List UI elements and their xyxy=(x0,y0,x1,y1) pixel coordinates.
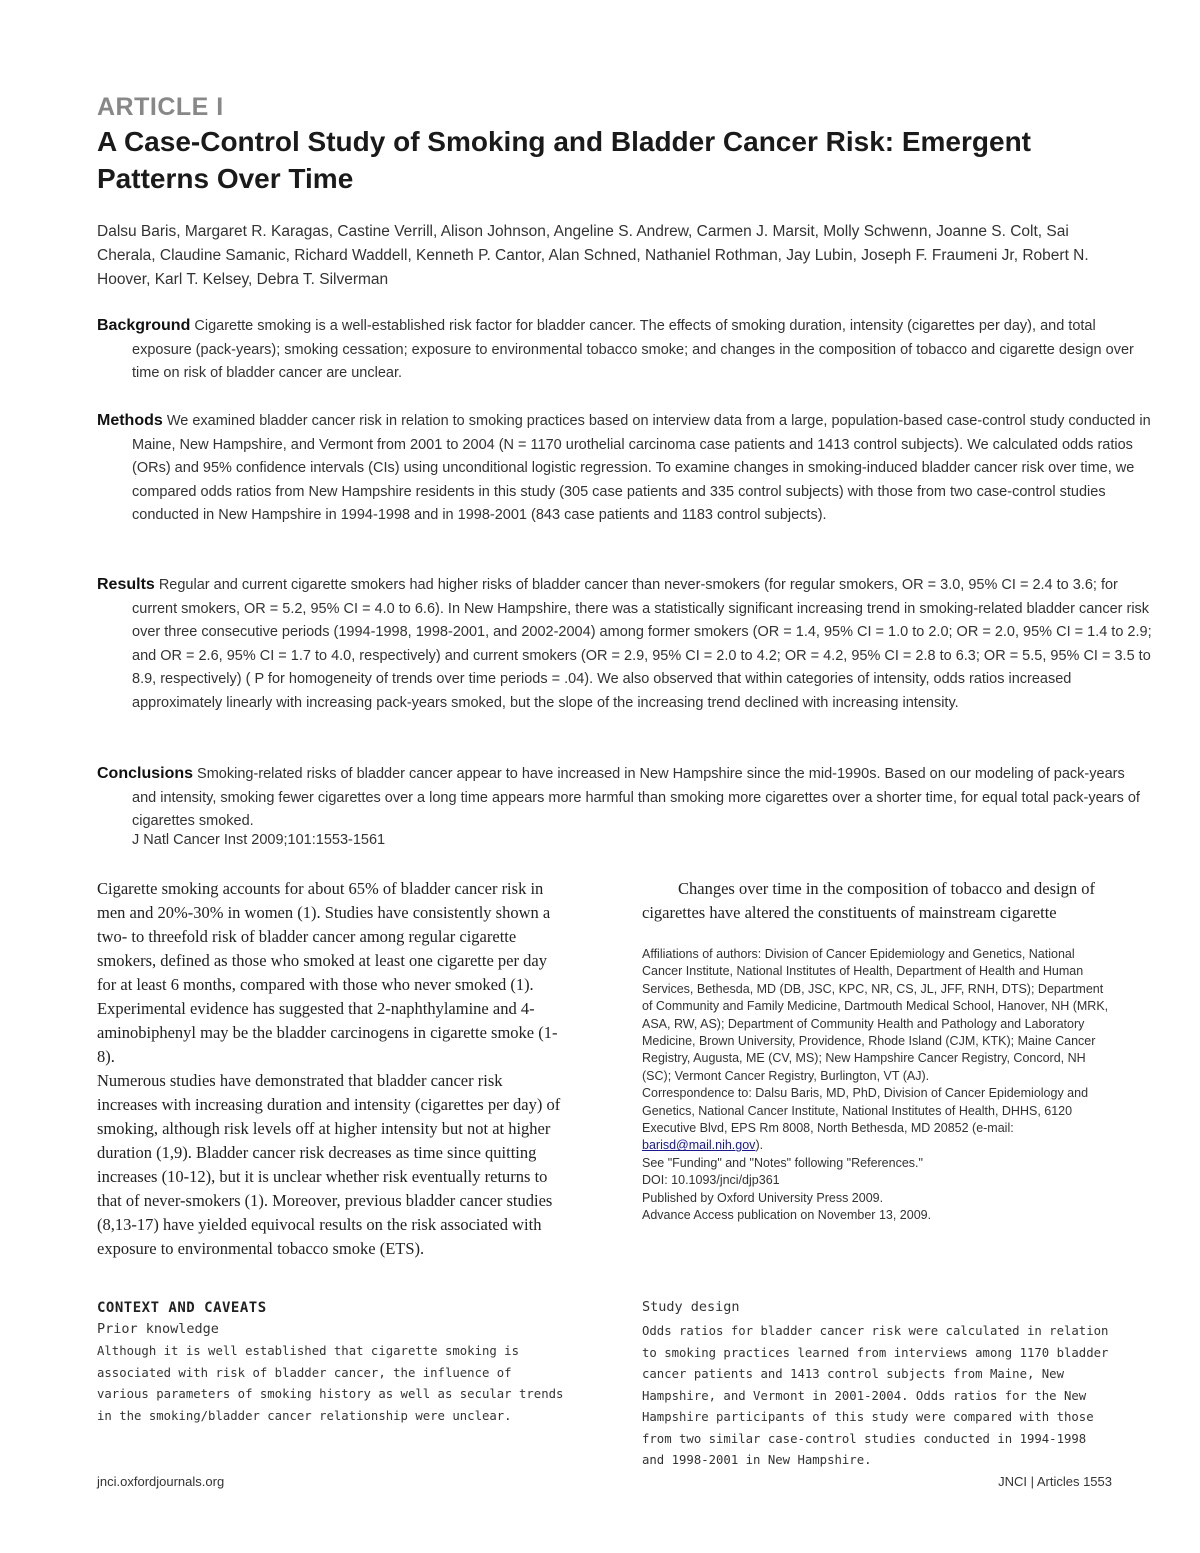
abstract-conclusions-text: Smoking-related risks of bladder cancer appear to have increased in New Hampshire since the mid-1990s. Based on our modeling of pack-years and intensity, smoking fewer cigarettes over a long time appears more harmful than smoking more cigarettes over a shorter time, for equal total pack-years of cigarettes smoked. xyxy=(132,766,1140,829)
abstract-methods-text: We examined bladder cancer risk in relation to smoking practices based on interview data from a large, population-based case-control study conducted in Maine, New Hampshire, and Vermont from 2001 to 2004 (N = 1170 urothelial carcinoma case patients and 1413 control subjects). We calculated odds ratios (ORs) and 95% confidence intervals (CIs) using unconditional logistic regression. To examine changes in smoking-induced bladder cancer risk over time, we compared odds ratios from New Hampshire residents in this study (305 case patients and 335 control subjects) with those from two case-control studies conducted in New Hampshire in 1994-1998 and in 1998-2001 (843 case patients and 1183 control subjects). xyxy=(132,413,1151,523)
article-title: A Case-Control Study of Smoking and Bladder Cancer Risk: Emergent Patterns Over Time xyxy=(97,126,1032,194)
study-design-text: Odds ratios for bladder cancer risk were calculated in relation to smoking practices learned from interviews among 1170 bladder cancer patients and 1413 control subjects from Maine, New Hampshire, and Vermont in 2001-2004. Odds ratios for the New Hampshire participants of this study were compared with those from two similar case-control studies conducted in 1994-1998 and 1998-2001 in New Hampshire. xyxy=(642,1324,1109,1467)
publisher-note: Published by Oxford University Press 2009. xyxy=(642,1190,884,1205)
footer-journal-url: jnci.oxfordjournals.org xyxy=(97,1474,225,1489)
prior-knowledge-text: Although it is well established that cigarette smoking is associated with risk of bladder cancer, the influence of various parameters of smoking history as well as secular trends in the smoking/bladder cancer relationship were unclear. xyxy=(97,1344,564,1423)
body-paragraph-3: Changes over time in the composition of tobacco and design of cigarettes have altered the constituents of mainstream cigarette xyxy=(642,879,1095,922)
email-close: ). xyxy=(755,1138,764,1153)
context-caveats-heading: CONTEXT AND CAVEATS xyxy=(97,1300,267,1316)
affiliations-block xyxy=(642,946,1117,1225)
correspondence-label: Correspondence to: Dalsu Baris, MD, PhD, Division of Cancer Epidemiology and Genetics, National Cancer Institute, National Institutes of Health, DHHS, 6120 Executive Blvd, EPS Rm 8008, North Bethesda, MD 20852 (e-mail: xyxy=(642,1086,1089,1136)
article-label: ARTICLE I xyxy=(97,93,224,121)
abstract-background-text: Cigarette smoking is a well-established risk factor for bladder cancer. The effects of smoking duration, intensity (cigarettes per day), and total exposure (pack-years); smoking cessation; exposure to environmental tobacco smoke; and changes in the composition of tobacco and cigarette design over time on risk of bladder cancer are unclear. xyxy=(132,318,1134,381)
correspondence-text xyxy=(642,1085,1117,1137)
abstract-results xyxy=(97,573,1152,715)
affiliations-text: Affiliations of authors: Division of Cancer Epidemiology and Genetics, National Cancer Institute, National Institutes of Health, Department of Health and Human Services, Bethesda, MD (DB, JSC, KPC, NR, CS, JL, JFF, RNH, DTS); Department of Community and Family Medicine, Dartmouth Medical School, Hanover, NH (MRK, ASA, RW, AS); Department of Community Health and Pathology and Laboratory Medicine, Brown University, Providence, Rhode Island (CJM, KTK); Maine Cancer Registry, Augusta, ME (CV, MS); New Hampshire Cancer Registry, Concord, NH (SC); Vermont Cancer Registry, Burlington, VT (AJ). xyxy=(642,947,1109,1083)
body-paragraph-2: Numerous studies have demonstrated that bladder cancer risk increases with increasing duration and intensity (cigarettes per day) of smoking, although risk levels off at higher intensity but not at higher duration (1,9). Bladder cancer risk decreases as time since quitting increases (10-12), but it is unclear whether risk eventually returns to that of never-smokers (1). Moreover, previous bladder cancer studies (8,13-17) have yielded equivocal results on the risk associated with exposure to environmental tobacco smoke (ETS). xyxy=(97,1071,561,1258)
abstract-conclusions xyxy=(97,762,1152,834)
journal-citation: J Natl Cancer Inst 2009;101:1553-1561 xyxy=(132,832,386,848)
abstract-results-heading: Results xyxy=(97,576,155,593)
footer-page-info: JNCI | Articles 1553 xyxy=(998,1474,1112,1489)
study-design-label: Study design xyxy=(642,1299,740,1315)
advance-access-note: Advance Access publication on November 13, 2009. xyxy=(642,1208,932,1223)
correspondence-email-link[interactable]: barisd@mail.nih.gov xyxy=(642,1138,756,1153)
see-also-note: See "Funding" and "Notes" following "References." xyxy=(642,1155,923,1170)
abstract-results-text: Regular and current cigarette smokers had higher risks of bladder cancer than never-smokers (for regular smokers, OR = 3.0, 95% CI = 2.4 to 3.6; for current smokers, OR = 5.2, 95% CI = 4.0 to 6.6). In New Hampshire, there was a statistically significant increasing trend in smoking-related bladder cancer risk over three consecutive periods (1994-1998, 1998-2001, and 2002-2004) among former smokers (OR = 1.4, 95% CI = 1.0 to 2.0; OR = 2.0, 95% CI = 1.4 to 2.9; and OR = 2.6, 95% CI = 1.7 to 4.0, respectively) and current smokers (OR = 2.9, 95% CI = 2.0 to 4.2; OR = 4.2, 95% CI = 2.8 to 6.3; OR = 5.5, 95% CI = 3.5 to 8.9, respectively) ( P for homogeneity of trends over time periods = .04). We also observed that within categories of intensity, odds ratios increased approximately linearly with increasing pack-years smoked, but the slope of the increasing trend declined with increasing intensity. xyxy=(132,577,1152,711)
abstract-methods xyxy=(97,409,1152,528)
prior-knowledge-label: Prior knowledge xyxy=(97,1321,219,1337)
body-column-left xyxy=(97,877,567,1261)
doi: DOI: 10.1093/jnci/djp361 xyxy=(642,1173,780,1188)
abstract-background-heading: Background xyxy=(97,317,191,334)
author-list: Dalsu Baris, Margaret R. Karagas, Castine Verrill, Alison Johnson, Angeline S. Andrew, Carmen J. Marsit, Molly Schwenn, Joanne S. Colt, Sai Cherala, Claudine Samanic, Richard Waddell, Kenneth P. Cantor, Alan Schned, Nathaniel Rothman, Jay Lubin, Joseph F. Fraumeni Jr, Robert N. Hoover, Karl T. Kelsey, Debra T. Silverman xyxy=(97,223,1089,288)
abstract-background xyxy=(97,314,1152,386)
abstract-methods-heading: Methods xyxy=(97,412,163,429)
body-paragraph-1: Cigarette smoking accounts for about 65% of bladder cancer risk in men and 20%-30% in women (1). Studies have consistently shown a two- to threefold risk of bladder cancer among regular cigarette smokers, defined as those who smoked at least one cigarette per day for at least 6 months, compared with those who never smoked (1). Experimental evidence has suggested that 2-naphthylamine and 4-aminobiphenyl may be the bladder carcinogens in cigarette smoke (1-8). xyxy=(97,879,558,1066)
correspondence-email-line xyxy=(642,1137,1117,1154)
abstract-conclusions-heading: Conclusions xyxy=(97,765,194,782)
